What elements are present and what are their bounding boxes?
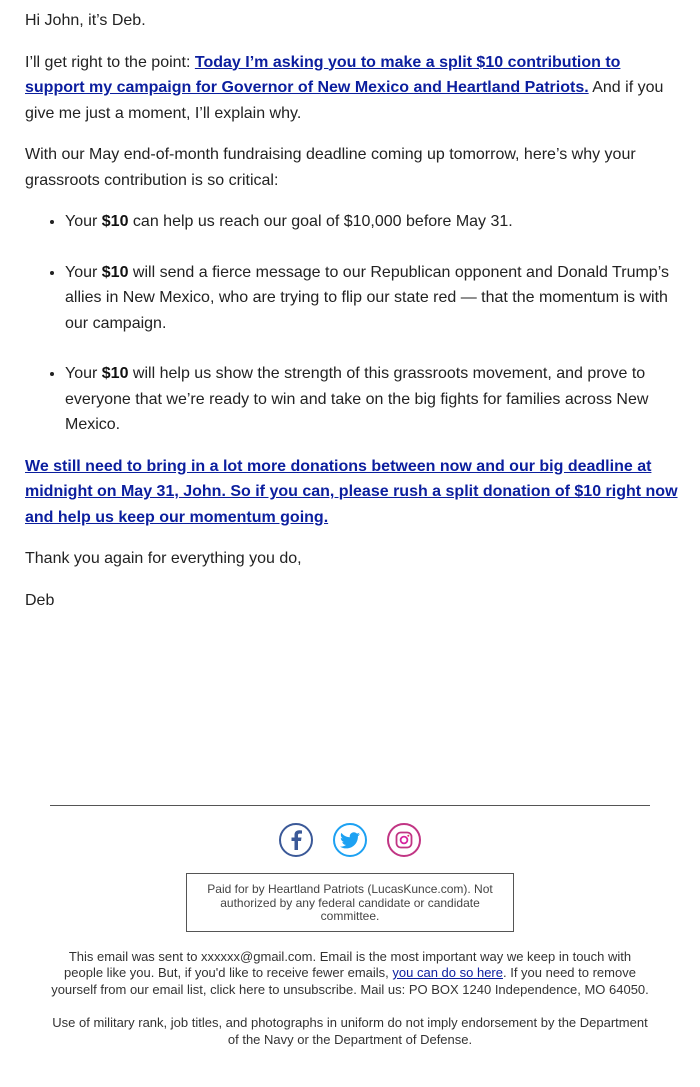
military-disclaimer: Use of military rank, job titles, and photographs in uniform do not imply endorsement by the Department of the Navy or the Department of Defense. — [52, 1015, 648, 1047]
amount-bold: $10 — [101, 213, 129, 230]
email-sent-notice: This email was sent to xxxxxx@gmail.com. Email is the most important way we keep in touch with people like you. But, if you'd like to receive fewer emails, you can do so here. If you need to remove yourself from our email list, click here to unsubscribe. Mail us: PO BOX 1240 Independence, MO 64050. — [51, 948, 649, 997]
instagram-icon[interactable] — [387, 823, 421, 857]
amount-bold: $10 — [101, 263, 129, 281]
intro-text: I’ll get right to the point: — [25, 53, 195, 71]
donate-link-intro[interactable]: Today I’m asking you to make a split $10 contribution to support my campaign for Governor of New Mexico and Heartland Patriots. — [25, 53, 621, 96]
list-item: • Your $10 will send a fierce message to our Republican opponent and Donald Trump’s allies in New Mexico, who are trying to flip our state red — that the momentum is with our campaign. — [65, 260, 680, 337]
cta-paragraph — [25, 454, 680, 531]
intro-paragraph — [25, 50, 680, 127]
social-links — [50, 823, 650, 857]
donate-link-cta[interactable]: We still need to bring in a lot more donations between now and our big deadline at midnight on May 31, John. So if you can, please rush a split donation of $10 right now and help us keep our momentum going. — [25, 457, 678, 526]
email-body — [25, 8, 680, 629]
email-footer — [50, 805, 650, 1048]
signature: Deb — [25, 591, 55, 609]
reasons-list — [25, 209, 680, 438]
greeting: Hi John, it’s Deb. — [25, 12, 146, 29]
footer-divider — [50, 805, 650, 806]
facebook-icon[interactable] — [279, 823, 313, 857]
list-item: • Your $10 will help us show the strength of this grassroots movement, and prove to everyone that we’re ready to win and take on the big fights for families across New Mexico. — [65, 361, 680, 438]
thanks-text: Thank you again for everything you do, — [25, 550, 302, 567]
deadline-paragraph: With our May end-of-month fundraising deadline coming up tomorrow, here’s why your grassroots contribution is so critical: — [25, 146, 636, 189]
fewer-emails-link[interactable]: you can do so here — [392, 965, 503, 980]
paid-for-disclaimer: Paid for by Heartland Patriots (LucasKunce.com). Not authorized by any federal candidate or candidate committee. — [186, 873, 514, 932]
list-item: • Your $10 can help us reach our goal of $10,000 before May 31. — [65, 209, 680, 235]
twitter-icon[interactable] — [333, 823, 367, 857]
intro-outro-text: And if you give me just a moment, I’ll explain why. — [25, 79, 664, 122]
amount-bold: $10 — [101, 365, 129, 382]
